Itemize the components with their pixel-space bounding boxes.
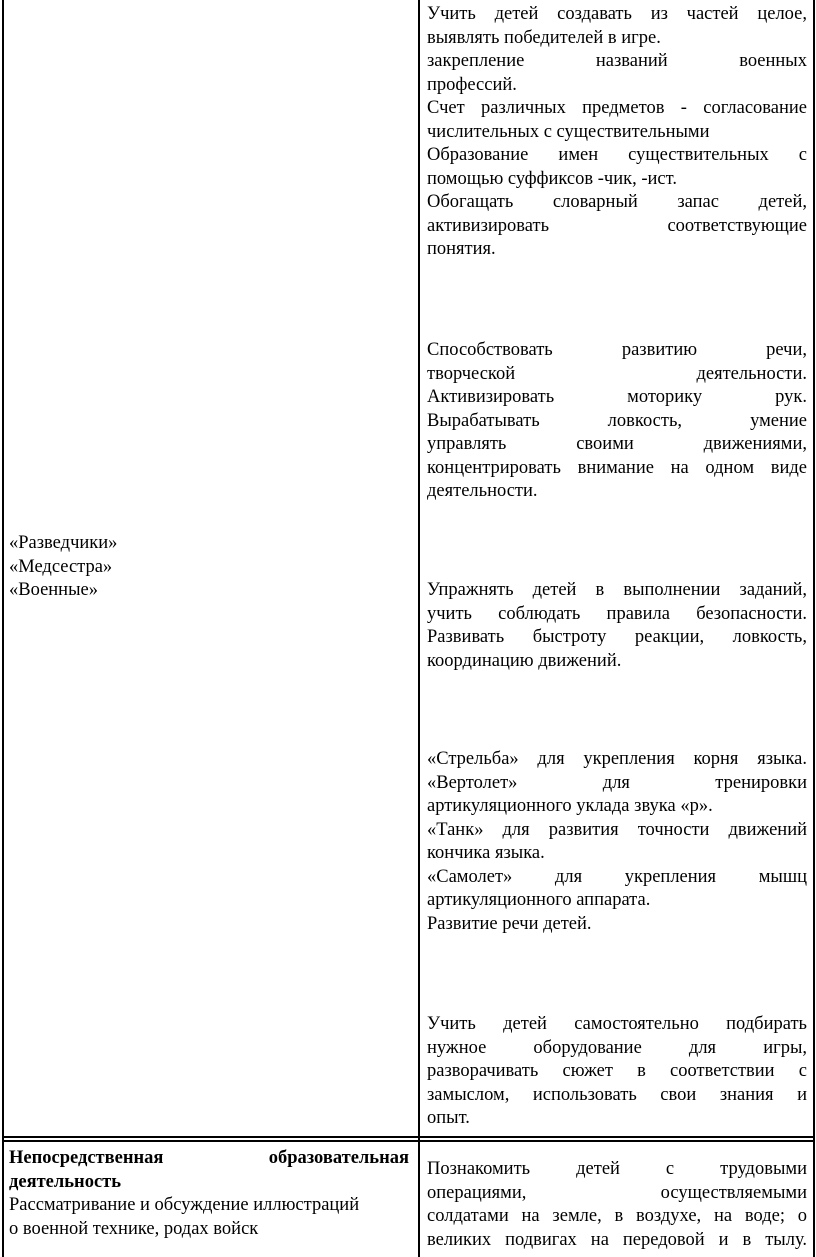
text-line: солдатами на земле, в воздухе, на воде; о [427, 1206, 807, 1226]
text-line: кончика языка. [427, 843, 545, 863]
table-border-left [2, 0, 4, 1257]
text-line: выявлять победителей в игре. [427, 27, 661, 48]
text-line: разворачивать сюжет в соответствии с [427, 1061, 807, 1081]
text-line: Счет различных предметов - согласование [427, 98, 807, 118]
text-line: учить соблюдать правила безопасности. [427, 603, 807, 624]
text-line: Развитие речи детей. [427, 913, 592, 934]
nod-cell [9, 1147, 409, 1241]
text-line: понятия. [427, 239, 496, 259]
role-game-item: «Медсестра» [9, 556, 113, 577]
role-game-item: «Военные» [9, 580, 98, 600]
text-line: артикуляционного аппарата. [427, 890, 651, 910]
text-line: Активизировать моторику рук. [427, 387, 807, 407]
table-row-divider-inner [2, 1140, 815, 1142]
nod-text-line: Рассматривание и обсуждение иллюстраций [9, 1195, 360, 1215]
text-line: координацию движений. [427, 650, 622, 671]
text-line: опыт. [427, 1108, 470, 1128]
text-line: «Вертолет» для тренировки [427, 772, 807, 793]
role-game-item: «Разведчики» [9, 533, 118, 553]
text-line: «Самолет» для укрепления мышц [427, 866, 807, 887]
text-line: Развивать быстроту реакции, ловкость, [427, 627, 807, 647]
text-line: Вырабатывать ловкость, умение [427, 410, 807, 431]
text-line: Познакомить детей с трудовыми [427, 1159, 807, 1179]
nod-title-line: деятельность [9, 1171, 122, 1192]
text-line: деятельности. [427, 481, 538, 501]
text-line: активизировать соответствующие [427, 215, 807, 236]
text-line: Образование имен существительных с [427, 145, 807, 165]
goals-block-articulation [427, 748, 807, 936]
goals-block-plot [427, 1013, 807, 1131]
text-line: нужное оборудование для игры, [427, 1037, 807, 1058]
text-line: управлять своими движениями, [427, 434, 807, 454]
text-line: Способствовать развитию речи, [427, 340, 807, 360]
goals-block-labor [427, 1158, 807, 1252]
table-border-right [813, 0, 815, 1257]
text-line: «Стрельба» для укрепления корня языка. [427, 749, 807, 769]
goals-block-math [427, 3, 807, 262]
text-line: Учить детей создавать из частей целое, [427, 4, 807, 24]
text-line: Учить детей самостоятельно подбирать [427, 1014, 807, 1034]
table-row-divider [2, 1136, 815, 1138]
text-line: Упражнять детей в выполнении заданий, [427, 580, 807, 600]
text-line: закрепление названий военных [427, 51, 807, 71]
text-line: артикуляционного уклада звука «р». [427, 796, 713, 816]
text-line: числительных с существительными [427, 121, 710, 142]
text-line: профессий. [427, 74, 517, 95]
goals-block-speech [427, 339, 807, 504]
text-line: великих подвигах на передовой и в тылу. [427, 1229, 807, 1250]
text-line: помощью суффиксов -чик, -ист. [427, 168, 677, 189]
table-border-middle [418, 0, 420, 1257]
nod-title-line: Непосредственная образовательная [9, 1148, 409, 1168]
text-line: творческой деятельности. [427, 363, 807, 384]
text-line: операциями, осуществляемыми [427, 1182, 807, 1203]
text-line: Обогащать словарный запас детей, [427, 192, 807, 212]
goals-block-motor [427, 579, 807, 673]
role-games-cell [9, 532, 409, 603]
text-line: замыслом, использовать свои знания и [427, 1084, 807, 1105]
text-line: концентрировать внимание на одном виде [427, 457, 807, 478]
text-line: «Танк» для развития точности движений [427, 819, 807, 840]
nod-text-line: о военной технике, родах войск [9, 1218, 259, 1239]
